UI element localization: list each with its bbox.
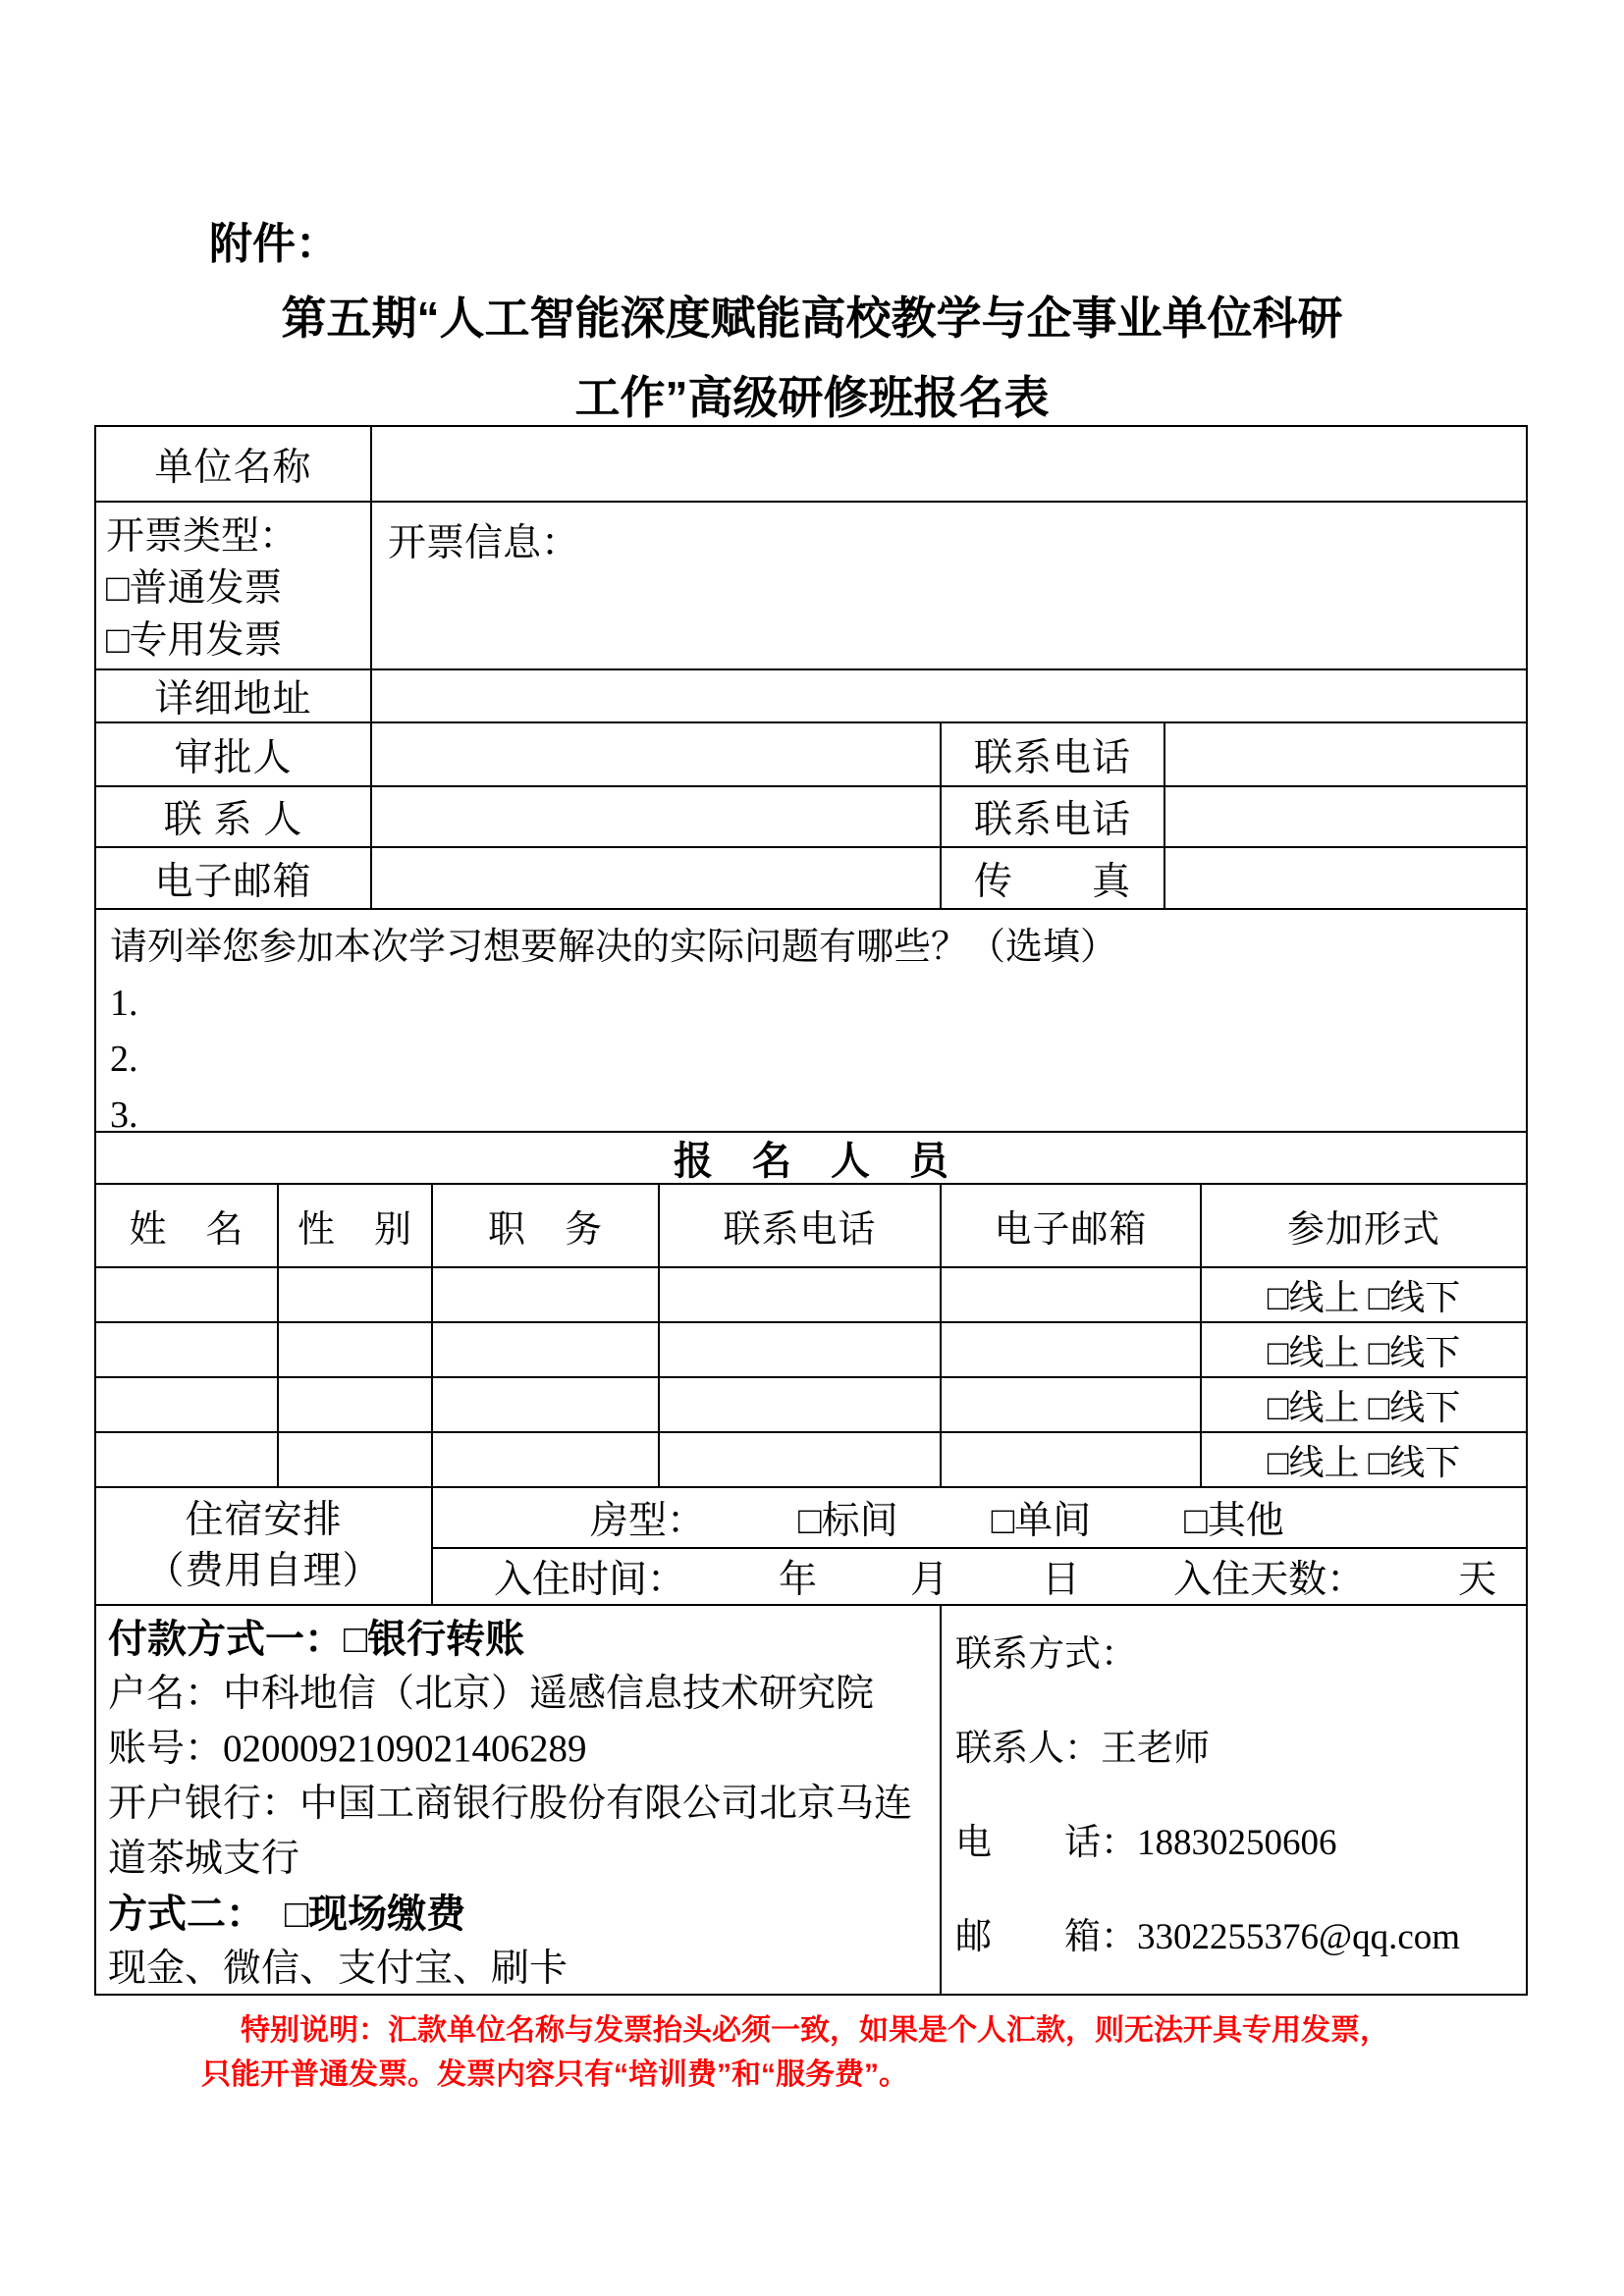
- stay-days-unit[interactable]: 天: [1458, 1559, 1497, 1601]
- gender-input[interactable]: [277, 1323, 431, 1376]
- approver-phone-label: 联系电话: [940, 723, 1164, 785]
- stay-days-label: 入住天数：: [1173, 1559, 1366, 1601]
- accommodation-label-line2: （费用自理）: [145, 1550, 382, 1592]
- contact-info: [940, 1606, 1526, 1994]
- col-header-participation: 参加形式: [1200, 1185, 1526, 1266]
- email-cell-input[interactable]: [940, 1378, 1200, 1431]
- name-input[interactable]: [96, 1433, 277, 1486]
- question-item-2: 2.: [110, 1039, 138, 1080]
- col-header-email: 电子邮箱: [940, 1185, 1200, 1266]
- checkbox-online-offline[interactable]: □线上 □线下: [1200, 1268, 1526, 1321]
- col-header-gender: 性 别: [277, 1185, 431, 1266]
- question-item-3: 3.: [110, 1095, 138, 1136]
- question-block[interactable]: [96, 910, 1526, 1136]
- row-unit-name: [96, 427, 1526, 501]
- checkbox-special-invoice[interactable]: □专用发票: [106, 619, 283, 662]
- checkbox-online-offline[interactable]: □线上 □线下: [1200, 1323, 1526, 1376]
- row-approver: [96, 721, 1526, 785]
- personnel-row-3: [96, 1376, 1526, 1431]
- accommodation-label: [96, 1488, 431, 1604]
- gender-input[interactable]: [277, 1433, 431, 1486]
- payment-method1-title[interactable]: 付款方式一：□银行转账: [108, 1618, 525, 1661]
- invoice-info-input[interactable]: [370, 503, 1526, 668]
- question-prompt: 请列举您参加本次学习想要解决的实际问题有哪些？（选填）: [110, 927, 1118, 968]
- email-cell-input[interactable]: [940, 1433, 1200, 1486]
- position-input[interactable]: [431, 1433, 658, 1486]
- email-cell-input[interactable]: [940, 1323, 1200, 1376]
- checkbox-ordinary-invoice[interactable]: □普通发票: [106, 567, 283, 610]
- address-input[interactable]: [370, 670, 1526, 721]
- contact-info-person: 联系人：王老师: [955, 1729, 1210, 1769]
- checkbox-online-offline[interactable]: □线上 □线下: [1200, 1433, 1526, 1486]
- payment-bank: 开户银行：中国工商银行股份有限公司北京马连道茶城支行: [108, 1783, 913, 1880]
- contact-person-input[interactable]: [370, 787, 940, 846]
- approver-phone-input[interactable]: [1164, 723, 1526, 785]
- invoice-info-label: 开票信息：: [388, 522, 580, 564]
- personnel-header-row: [96, 1183, 1526, 1266]
- payment-account-number: 账号：0200092109021406289: [108, 1728, 587, 1770]
- accommodation-detail: [431, 1488, 1526, 1604]
- row-accommodation: [96, 1486, 1526, 1604]
- contact-phone-label: 联系电话: [940, 787, 1164, 846]
- accommodation-label-line1: 住宿安排: [185, 1499, 343, 1541]
- row-contact: [96, 785, 1526, 846]
- name-input[interactable]: [96, 1268, 277, 1321]
- personnel-row-4: [96, 1431, 1526, 1486]
- doc-title-line2: 工作”高级研修班报名表: [574, 372, 1050, 423]
- col-header-name: 姓 名: [129, 1209, 244, 1251]
- payment-method2-desc: 现金、微信、支付宝、刷卡: [108, 1948, 568, 1990]
- invoice-type-cell: [96, 503, 370, 668]
- row-address: [96, 668, 1526, 721]
- personnel-row-2: [96, 1321, 1526, 1376]
- position-input[interactable]: [431, 1323, 658, 1376]
- phone-input[interactable]: [658, 1268, 940, 1321]
- approver-input[interactable]: [370, 723, 940, 785]
- contact-person-label: 联 系 人: [163, 799, 303, 841]
- checkin-day-field[interactable]: 日: [1042, 1559, 1081, 1601]
- contact-phone-input[interactable]: [1164, 787, 1526, 846]
- name-input[interactable]: [96, 1323, 277, 1376]
- checkbox-other-room[interactable]: □其他: [1184, 1500, 1284, 1542]
- position-input[interactable]: [431, 1378, 658, 1431]
- gender-input[interactable]: [277, 1378, 431, 1431]
- approver-label: 审批人: [174, 736, 293, 779]
- registration-form-table: [94, 425, 1528, 1996]
- room-type-label: 房型：: [590, 1500, 706, 1542]
- row-payment: [96, 1604, 1526, 1994]
- personnel-section-title: 报 名 人 员: [674, 1140, 948, 1183]
- checkin-year-field[interactable]: 年: [779, 1559, 818, 1601]
- special-note: [201, 2008, 1448, 2097]
- checkbox-online-offline[interactable]: □线上 □线下: [1200, 1378, 1526, 1431]
- phone-input[interactable]: [658, 1433, 940, 1486]
- question-item-1: 1.: [110, 983, 138, 1024]
- contact-info-phone: 电 话：18830250606: [955, 1823, 1337, 1863]
- checkin-row: [433, 1547, 1526, 1604]
- personnel-row-1: [96, 1266, 1526, 1321]
- doc-title: [0, 279, 1624, 438]
- col-header-phone: 联系电话: [658, 1185, 940, 1266]
- checkbox-standard-room[interactable]: □标间: [798, 1500, 898, 1542]
- phone-input[interactable]: [658, 1323, 940, 1376]
- fax-label: 传 真: [940, 848, 1164, 908]
- payment-method2-title[interactable]: 方式二： □现场缴费: [108, 1893, 466, 1936]
- fax-input[interactable]: [1164, 848, 1526, 908]
- doc-title-line1: 第五期“人工智能深度赋能高校教学与企事业单位科研: [281, 293, 1343, 344]
- email-label: 电子邮箱: [154, 860, 312, 903]
- contact-info-email: 邮 箱：3302255376@qq.com: [955, 1917, 1461, 1957]
- row-personnel-title: [96, 1131, 1526, 1183]
- unit-name-label: 单位名称: [154, 446, 312, 489]
- payment-account-name: 户名：中科地信（北京）遥感信息技术研究院: [108, 1673, 875, 1715]
- unit-name-input[interactable]: [370, 427, 1526, 501]
- phone-input[interactable]: [658, 1378, 940, 1431]
- name-input[interactable]: [96, 1378, 277, 1431]
- col-header-position: 职 务: [431, 1185, 658, 1266]
- email-cell-input[interactable]: [940, 1268, 1200, 1321]
- special-note-line2: 只能开普通发票。发票内容只有“培训费”和“服务费”。: [201, 2058, 908, 2091]
- checkin-label: 入住时间：: [494, 1559, 686, 1601]
- email-input[interactable]: [370, 848, 940, 908]
- row-question: [96, 908, 1526, 1136]
- checkbox-single-room[interactable]: □单间: [991, 1500, 1092, 1542]
- row-email-fax: [96, 846, 1526, 908]
- gender-input[interactable]: [277, 1268, 431, 1321]
- row-invoice: [96, 501, 1526, 668]
- invoice-type-label: 开票类型：: [106, 515, 298, 558]
- position-input[interactable]: [431, 1268, 658, 1321]
- checkin-month-field[interactable]: 月: [910, 1559, 949, 1601]
- payment-methods: [96, 1606, 940, 1994]
- special-note-line1: 特别说明：汇款单位名称与发票抬头必须一致，如果是个人汇款，则无法开具专用发票，: [241, 2014, 1389, 2047]
- attachment-label: 附件：: [209, 220, 339, 268]
- address-label: 详细地址: [154, 678, 312, 721]
- room-type-row: [433, 1488, 1526, 1547]
- contact-info-title: 联系方式：: [955, 1634, 1137, 1675]
